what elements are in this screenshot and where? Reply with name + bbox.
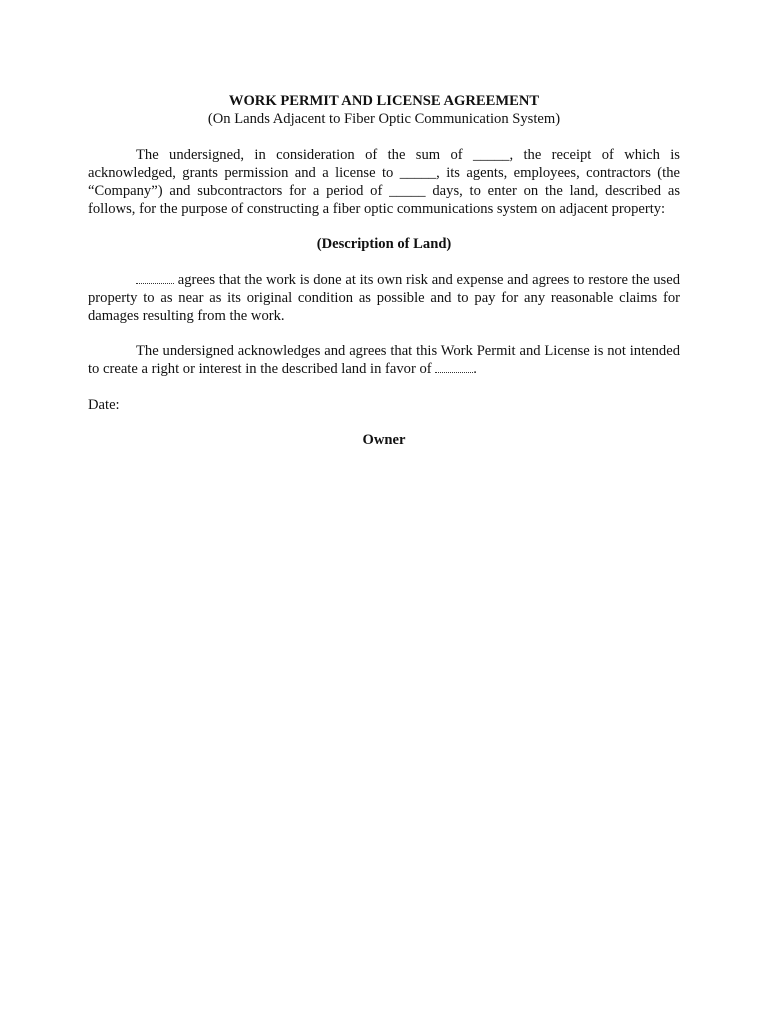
risk-and-expense-text: agrees that the work is done at its own risk and expense and agrees to restore the used property to as near as its original condition as possible and to pay for any reasonable claims for damages resulting from the work.	[88, 272, 680, 324]
document-title: WORK PERMIT AND LICENSE AGREEMENT	[228, 93, 540, 109]
owner-label: Owner	[362, 432, 406, 448]
document-body	[88, 92, 680, 449]
acknowledgement-text: The undersigned acknowledges and agrees that this Work Permit and License is not intended to create a right or interest in the described land in favor of	[88, 343, 680, 377]
favor-of-blank[interactable]	[435, 362, 473, 373]
description-of-land-heading: (Description of Land)	[316, 236, 452, 252]
document-subtitle: (On Lands Adjacent to Fiber Optic Communication System)	[207, 111, 561, 127]
risk-and-expense-paragraph	[88, 271, 680, 325]
date-label: Date:	[88, 397, 120, 413]
company-name-blank[interactable]	[136, 273, 174, 284]
acknowledgement-period: .	[473, 361, 477, 377]
acknowledgement-paragraph	[88, 342, 680, 378]
consideration-paragraph: The undersigned, in consideration of the sum of _____, the receipt of which is acknowledged, grants permission and a license to _____, its agents, employees, contractors (the “Company”) and subcontractors for a period of _____ days, to enter on the land, described as follows, for the purpose of constructing a fiber optic communications system on adjacent property:	[88, 147, 680, 217]
